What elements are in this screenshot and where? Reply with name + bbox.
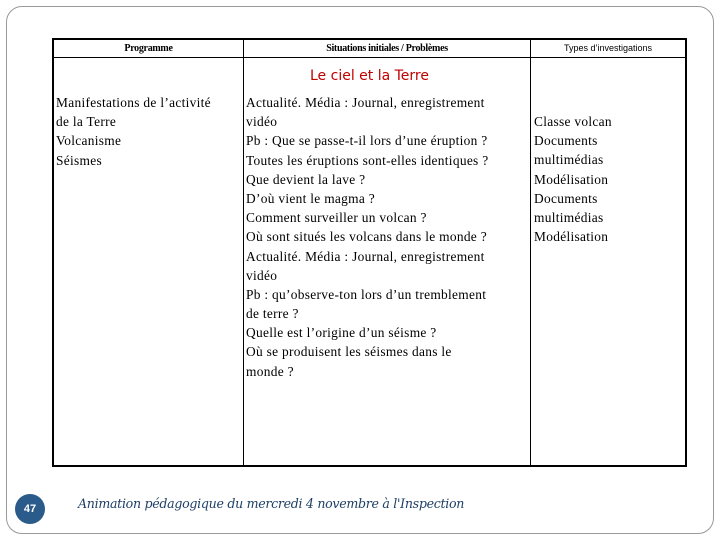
programme-line: de la Terre: [56, 114, 117, 130]
investigations-column: [534, 112, 612, 246]
section-title: Le ciel et la Terre: [310, 68, 429, 84]
investigation-line: Classe volcan: [534, 114, 612, 129]
situation-line: Pb : Que se passe-t-il lors d’une éruption ?: [246, 133, 488, 149]
programme-line: Manifestations de l’activité: [56, 95, 211, 110]
header-situations: Situations initiales / Problèmes: [326, 43, 448, 54]
situation-line: vidéo: [246, 114, 278, 130]
investigation-line: multimédias: [534, 209, 604, 225]
header-programme: Programme: [124, 43, 173, 54]
page-number-badge: 47: [15, 494, 45, 524]
column-divider-2: [530, 40, 531, 465]
situation-line: vidéo: [246, 267, 278, 283]
header-divider: [54, 57, 685, 58]
investigation-line: Modélisation: [534, 229, 609, 245]
situation-line: Actualité. Média : Journal, enregistrement: [246, 248, 485, 264]
situation-line: D’où vient le magma ?: [246, 190, 376, 206]
investigation-line: Modélisation: [534, 171, 609, 187]
activity-table: [52, 38, 687, 467]
situation-line: de terre ?: [246, 306, 299, 322]
investigation-line: Documents: [534, 133, 598, 149]
situation-line: Toutes les éruptions sont-elles identiques ?: [246, 152, 489, 168]
programme-line: Séismes: [56, 152, 102, 168]
investigation-line: Documents: [534, 190, 598, 206]
investigation-line: multimédias: [534, 152, 604, 168]
programme-column: [56, 93, 211, 170]
column-divider-1: [243, 40, 244, 465]
programme-line: Volcanisme: [56, 133, 122, 149]
header-investigations: Types d’investigations: [563, 43, 653, 53]
situation-line: monde ?: [246, 363, 294, 379]
situation-line: Où se produisent les séismes dans le: [246, 344, 452, 360]
footer-caption: Animation pédagogique du mercredi 4 novembre à l'Inspection: [78, 496, 465, 511]
situation-line: Quelle est l’origine d’un séisme ?: [246, 325, 437, 341]
situation-line: Où sont situés les volcans dans le monde ?: [246, 229, 487, 245]
situation-line: Pb : qu’observe-ton lors d’un tremblement: [246, 286, 487, 302]
situations-column: [246, 93, 488, 381]
situation-line: Actualité. Média : Journal, enregistrement: [246, 95, 485, 110]
situation-line: Que devient la lave ?: [246, 171, 366, 187]
situation-line: Comment surveiller un volcan ?: [246, 210, 427, 226]
